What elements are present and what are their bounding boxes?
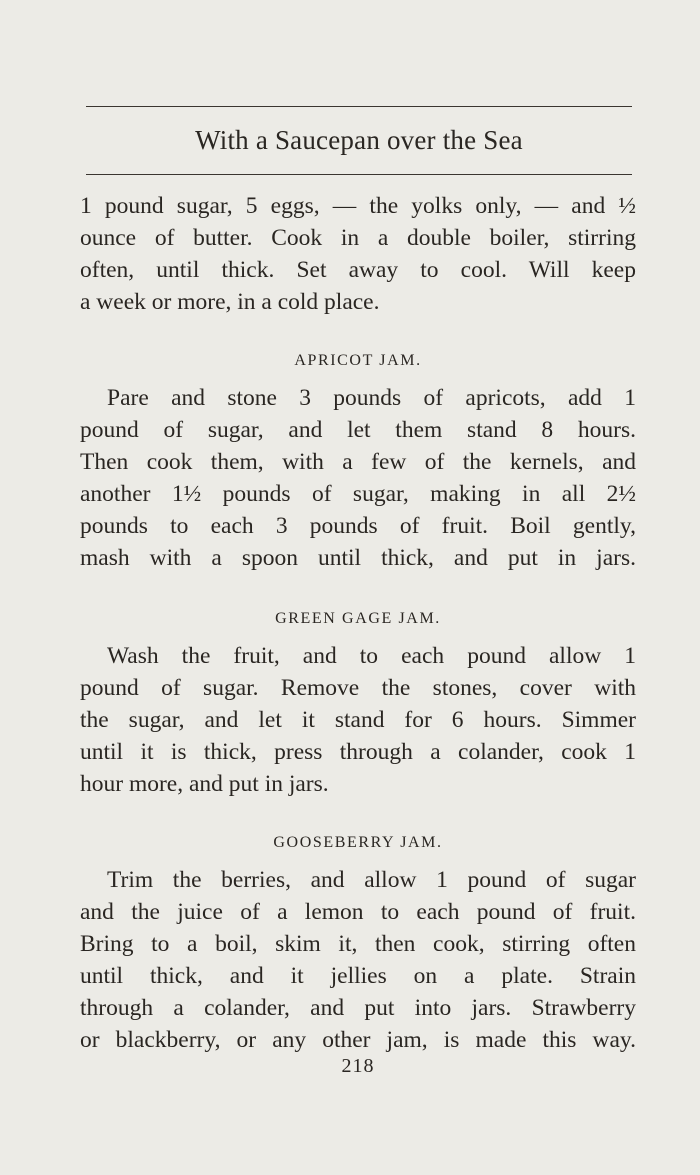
recipe-line: Trim the berries, and allow 1 pound of sugar (107, 867, 636, 893)
recipe-heading-apricot-jam: APRICOT JAM. (294, 352, 422, 369)
recipe-line: until thick, and it jellies on a plate. Strain (80, 963, 636, 989)
intro-line: a week or more, in a cold place. (80, 289, 380, 315)
intro-line: often, until thick. Set away to cool. Will keep (80, 257, 636, 283)
recipe-line: Wash the fruit, and to each pound allow 1 (107, 643, 636, 669)
recipe-line: and the juice of a lemon to each pound of fruit. (80, 899, 636, 925)
header-rule-bottom (86, 174, 632, 175)
recipe-heading-gooseberry-jam: GOOSEBERRY JAM. (273, 834, 443, 851)
recipe-line: hour more, and put in jars. (80, 771, 329, 797)
recipe-line: pound of sugar. Remove the stones, cover with (80, 675, 636, 701)
recipe-line: Then cook them, with a few of the kernels, and (80, 449, 636, 475)
recipe-line: mash with a spoon until thick, and put in jars. (80, 545, 636, 571)
page-number: 218 (341, 1055, 375, 1077)
header-rule-top (86, 106, 632, 107)
recipe-heading-green-gage-jam: GREEN GAGE JAM. (275, 610, 441, 627)
recipe-line: until it is thick, press through a colander, cook 1 (80, 739, 636, 765)
recipe-line: another 1½ pounds of sugar, making in all 2½ (80, 481, 636, 507)
recipe-line: or blackberry, or any other jam, is made this way. (80, 1027, 636, 1053)
running-head: With a Saucepan over the Sea (195, 125, 523, 155)
recipe-line: the sugar, and let it stand for 6 hours. Simmer (80, 707, 636, 733)
intro-line: 1 pound sugar, 5 eggs, — the yolks only, — and ½ (80, 193, 636, 219)
recipe-line: Pare and stone 3 pounds of apricots, add 1 (107, 385, 636, 411)
recipe-line: pound of sugar, and let them stand 8 hours. (80, 417, 636, 443)
recipe-line: through a colander, and put into jars. Strawberry (80, 995, 636, 1021)
recipe-line: Bring to a boil, skim it, then cook, stirring often (80, 931, 636, 957)
intro-line: ounce of butter. Cook in a double boiler, stirring (80, 225, 636, 251)
recipe-line: pounds to each 3 pounds of fruit. Boil gently, (80, 513, 636, 539)
